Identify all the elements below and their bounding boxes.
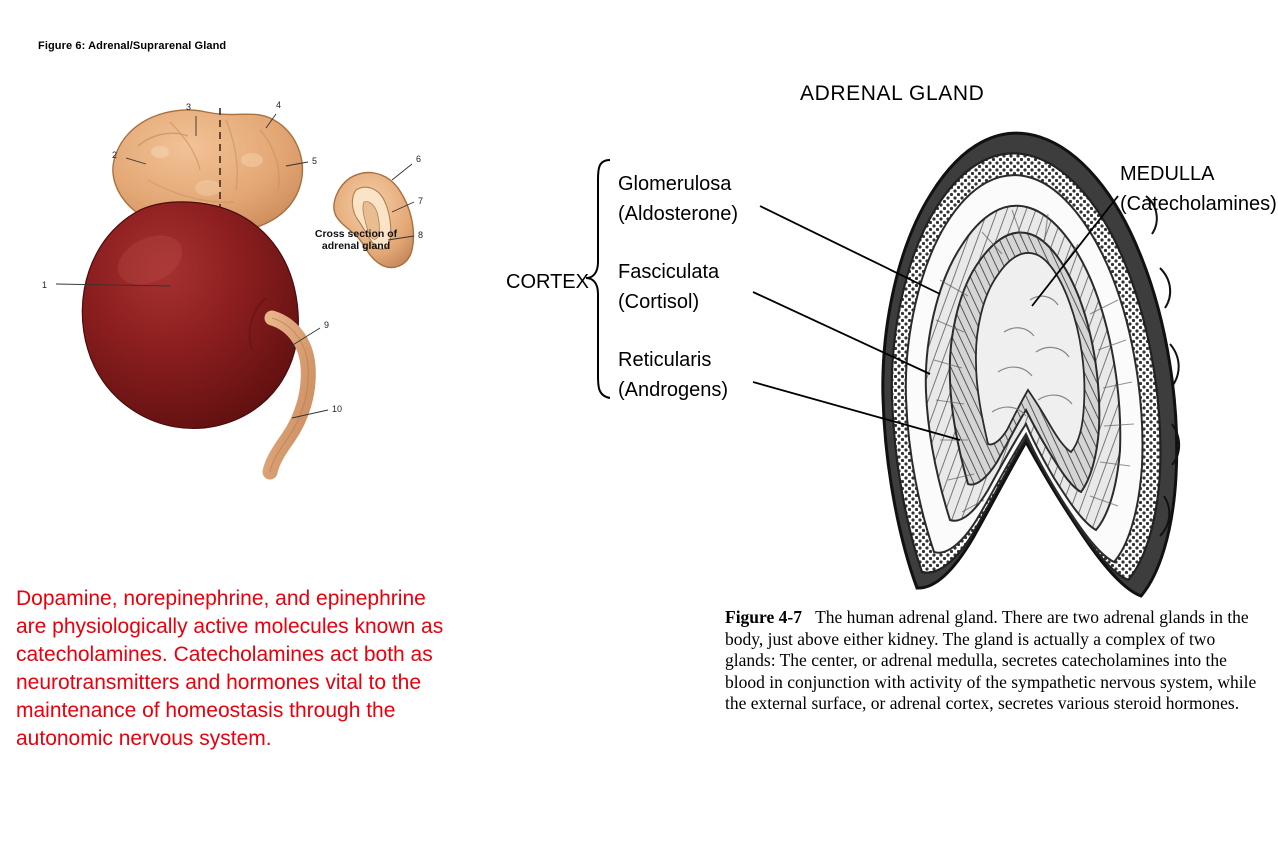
cortex-label: CORTEX bbox=[506, 271, 589, 293]
leader-number-5: 5 bbox=[312, 156, 318, 166]
kidney-adrenal-illustration bbox=[20, 60, 440, 480]
reticularis-hormone-label: (Androgens) bbox=[618, 379, 729, 401]
fasciculata-label: Fasciculata bbox=[618, 261, 720, 283]
reticularis-label: Reticularis bbox=[618, 349, 712, 371]
medulla-label: MEDULLA bbox=[1120, 163, 1215, 185]
cross-section-caption bbox=[296, 228, 416, 253]
leader-number-7: 7 bbox=[418, 196, 424, 206]
fasciculata-hormone-label: (Cortisol) bbox=[618, 291, 700, 313]
left-figure-panel bbox=[0, 0, 470, 850]
leader-number-2: 2 bbox=[112, 150, 118, 160]
leader-number-9: 9 bbox=[324, 320, 330, 330]
adrenal-gland-title: ADRENAL GLAND bbox=[800, 82, 985, 105]
figure-6-title: Adrenal/Suprarenal Gland bbox=[88, 40, 227, 52]
medulla-hormone-label: (Catecholamines) bbox=[1120, 193, 1277, 215]
leader-number-4: 4 bbox=[276, 100, 282, 110]
right-figure-panel bbox=[470, 0, 1278, 850]
figure-4-7-caption bbox=[725, 607, 1270, 715]
catecholamine-note-text: Dopamine, norepinephrine, and epinephrine are physiologically active molecules known as catecholamines. Catecholamines act both as neurotransmitters and hormones vital to the maintenance of homeostasis through the autonomic nervous system. bbox=[16, 587, 444, 750]
adrenal-cross-section-shape bbox=[334, 173, 414, 268]
leader-number-10: 10 bbox=[332, 404, 343, 414]
figure-6-caption bbox=[38, 40, 226, 52]
leader-number-8: 8 bbox=[418, 230, 424, 240]
glomerulosa-label: Glomerulosa bbox=[618, 173, 732, 195]
figure-4-7-number: Figure 4-7 bbox=[725, 607, 802, 627]
glomerulosa-hormone-label: (Aldosterone) bbox=[618, 203, 739, 225]
leader-number-6: 6 bbox=[416, 154, 422, 164]
figure-4-7-text: The human adrenal gland. There are two adrenal glands in the body, just above either kidney. The gland is actually a complex of two glands: The center, or adrenal medulla, secretes catecholamines into the blood in conjunction with activity of the sympathetic nervous system, while the external surface, or adrenal cortex, secretes various steroid hormones. bbox=[725, 607, 1257, 714]
cross-section-caption-line1: Cross section of bbox=[314, 228, 398, 240]
cortex-brace bbox=[586, 160, 610, 398]
leader-number-3: 3 bbox=[186, 102, 192, 112]
cross-section-caption-line2: adrenal gland bbox=[321, 240, 391, 253]
leader-number-1: 1 bbox=[42, 280, 48, 290]
adrenal-cross-section-diagram bbox=[470, 0, 1278, 620]
figure-6-label: Figure 6: bbox=[38, 40, 86, 52]
